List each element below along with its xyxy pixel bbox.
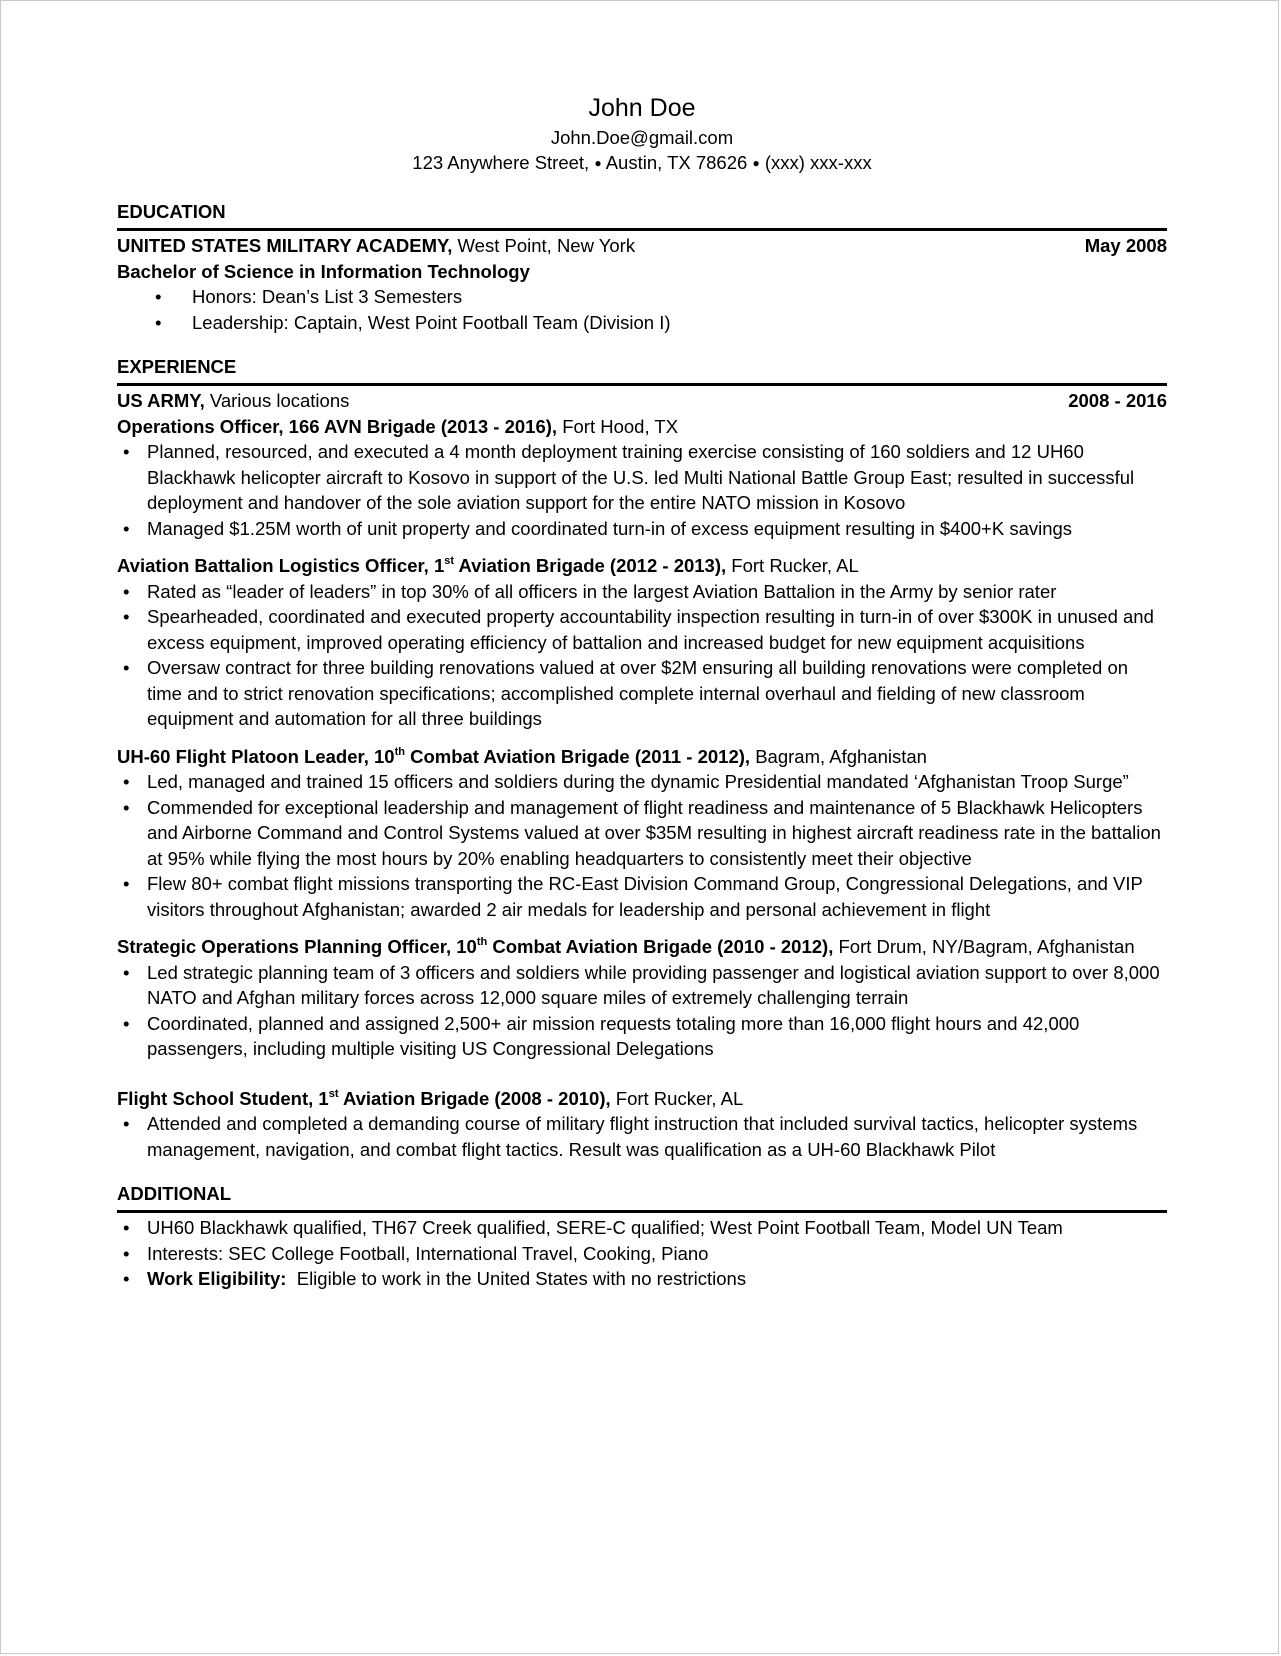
contact-line	[117, 150, 1167, 176]
employer-row	[117, 388, 1167, 414]
job-location: Bagram, Afghanistan	[755, 745, 927, 767]
job-title-line	[117, 553, 1167, 579]
separator-dot-icon: ●	[594, 156, 602, 170]
job-title-text: Aviation Brigade (2012 - 2013),	[454, 555, 727, 576]
graduation-date: May 2008	[1084, 235, 1167, 256]
ordinal-suffix: st	[328, 1087, 339, 1100]
job-entry	[117, 1086, 1167, 1163]
education-section	[117, 200, 1167, 335]
education-bullets	[117, 284, 1167, 335]
job-bullets	[117, 439, 1167, 541]
list-item: • Attended and completed a demanding course of military flight instruction that included survival tactics, helicopter systems management, navigation, and combat flight tactics. Result was qualification as a UH-60 Blackhawk Pilot	[117, 1111, 1167, 1162]
ordinal-suffix: th	[394, 745, 405, 758]
job-title-text: Combat Aviation Brigade (2011 - 2012),	[404, 745, 751, 767]
job-location: Fort Drum, NY/Bagram, Afghanistan	[838, 936, 1135, 957]
list-item: • Planned, resourced, and executed a 4 month deployment training exercise consisting of 160 soldiers and 12 UH60 Blackhawk helicopter aircraft to Kosovo in support of the U.S. led Multi National Battle Group East; resulted in successful deployment and handover of the sole aviation support for the entire NATO mission in Kosovo	[117, 439, 1167, 516]
eligibility-label: Work Eligibility:	[147, 1268, 287, 1289]
job-entry	[117, 414, 1167, 542]
list-item	[117, 1266, 1167, 1292]
degree: Bachelor of Science in Information Technology	[117, 260, 530, 282]
list-item: • Spearheaded, coordinated and executed property accountability inspection resulting in turn-in of over $300K in unused and excess equipment, improved operating efficiency of battalion and increased budget for new equipment acquisitions	[117, 604, 1167, 655]
list-item: • Oversaw contract for three building renovations valued at over $2M ensuring all building renovations were completed on time and to strict renovation specifications; accomplished complete internal overhaul and fielding of new classroom equipment and automation for all three buildings	[117, 655, 1167, 732]
list-item: • Managed $1.25M worth of unit property and coordinated turn-in of excess equipment resulting in $400+K savings	[117, 516, 1167, 542]
job-bullets	[117, 769, 1167, 922]
job-title-line	[117, 414, 1167, 440]
list-item: • Interests: SEC College Football, International Travel, Cooking, Piano	[117, 1241, 1167, 1267]
job-entry	[117, 744, 1167, 923]
resume-content	[117, 91, 1167, 1292]
list-item: • Coordinated, planned and assigned 2,500+ air mission requests totaling more than 16,000 flight hours and 42,000 passengers, including multiple visiting US Congressional Delegations	[117, 1011, 1167, 1062]
additional-bullets	[117, 1215, 1167, 1292]
job-title-text: Aviation Battalion Logistics Officer, 1	[117, 555, 445, 576]
job-title	[117, 1088, 611, 1109]
employer-dates: 2008 - 2016	[1068, 390, 1167, 411]
list-item: • Rated as “leader of leaders” in top 30% of all officers in the largest Aviation Battalion in the Army by senior rater	[117, 579, 1167, 605]
education-school-row	[117, 233, 1167, 259]
experience-heading: EXPERIENCE	[117, 355, 1167, 386]
additional-section	[117, 1182, 1167, 1292]
list-item: • Flew 80+ combat flight missions transporting the RC-East Division Command Group, Congressional Delegations, and VIP visitors throughout Afghanistan; awarded 2 air medals for leadership and personal achievement in flight	[117, 871, 1167, 922]
job-title	[117, 936, 833, 957]
job-title-line	[117, 934, 1167, 960]
email-address: John.Doe@gmail.com	[550, 127, 734, 148]
school-location: West Point, New York	[457, 235, 636, 256]
phone-number: (xxx) xxx-xxx	[764, 152, 872, 173]
list-item: • Commended for exceptional leadership and management of flight readiness and maintenance of 5 Blackhawk Helicopters and Airborne Command and Control Systems valued at over $35M resulting in highest aircraft readiness rate in the battalion at 95% while flying the most hours by 20% enabling headquarters to consistently meet their objective	[117, 795, 1167, 872]
job-location: Fort Rucker, AL	[615, 1087, 744, 1109]
job-title-text: Strategic Operations Planning Officer, 10	[117, 936, 477, 957]
list-item: • Led, managed and trained 15 officers and soldiers during the dynamic Presidential mandated ‘Afghanistan Troop Surge”	[117, 769, 1167, 795]
job-entry	[117, 934, 1167, 1062]
job-title-text: UH-60 Flight Platoon Leader, 10	[117, 745, 395, 767]
city-state-zip: Austin, TX 78626	[605, 152, 748, 173]
list-item: • Led strategic planning team of 3 officers and soldiers while providing passenger and logistical aviation support to over 8,000 NATO and Afghan military forces across 12,000 square miles of extremely challenging terrain	[117, 960, 1167, 1011]
job-title: Operations Officer, 166 AVN Brigade (2013 - 2016),	[117, 415, 558, 437]
ordinal-suffix: th	[476, 936, 488, 948]
job-bullets	[117, 960, 1167, 1062]
job-title-text: Flight School Student, 1	[117, 1087, 329, 1109]
job-entry	[117, 553, 1167, 732]
education-heading: EDUCATION	[117, 200, 1167, 231]
job-location: Fort Rucker, AL	[731, 555, 859, 576]
job-title-text: Combat Aviation Brigade (2010 - 2012),	[487, 936, 834, 957]
resume-header	[117, 91, 1167, 176]
separator-dot-icon: ●	[752, 156, 760, 170]
list-item: • UH60 Blackhawk qualified, TH67 Creek qualified, SERE-C qualified; West Point Football Team, Model UN Team	[117, 1215, 1167, 1241]
experience-section	[117, 355, 1167, 1162]
job-title-line	[117, 1086, 1167, 1112]
employer-name: US ARMY,	[117, 390, 205, 411]
list-item: • Honors: Dean’s List 3 Semesters	[117, 284, 1167, 310]
additional-heading: ADDITIONAL	[117, 1182, 1167, 1213]
candidate-name: John Doe	[588, 94, 696, 122]
job-title-text: Aviation Brigade (2008 - 2010),	[338, 1087, 611, 1109]
school-name: UNITED STATES MILITARY ACADEMY,	[117, 235, 453, 256]
job-title-line	[117, 744, 1167, 770]
job-bullets	[117, 579, 1167, 732]
job-title	[117, 555, 726, 576]
street-address: 123 Anywhere Street,	[412, 152, 590, 173]
job-location: Fort Hood, TX	[562, 415, 679, 437]
list-item: • Leadership: Captain, West Point Football Team (Division I)	[117, 310, 1167, 336]
eligibility-text: Eligible to work in the United States with no restrictions	[296, 1268, 747, 1289]
employer-location: Various locations	[209, 390, 350, 411]
job-bullets	[117, 1111, 1167, 1162]
ordinal-suffix: st	[444, 555, 455, 567]
job-title	[117, 746, 750, 767]
